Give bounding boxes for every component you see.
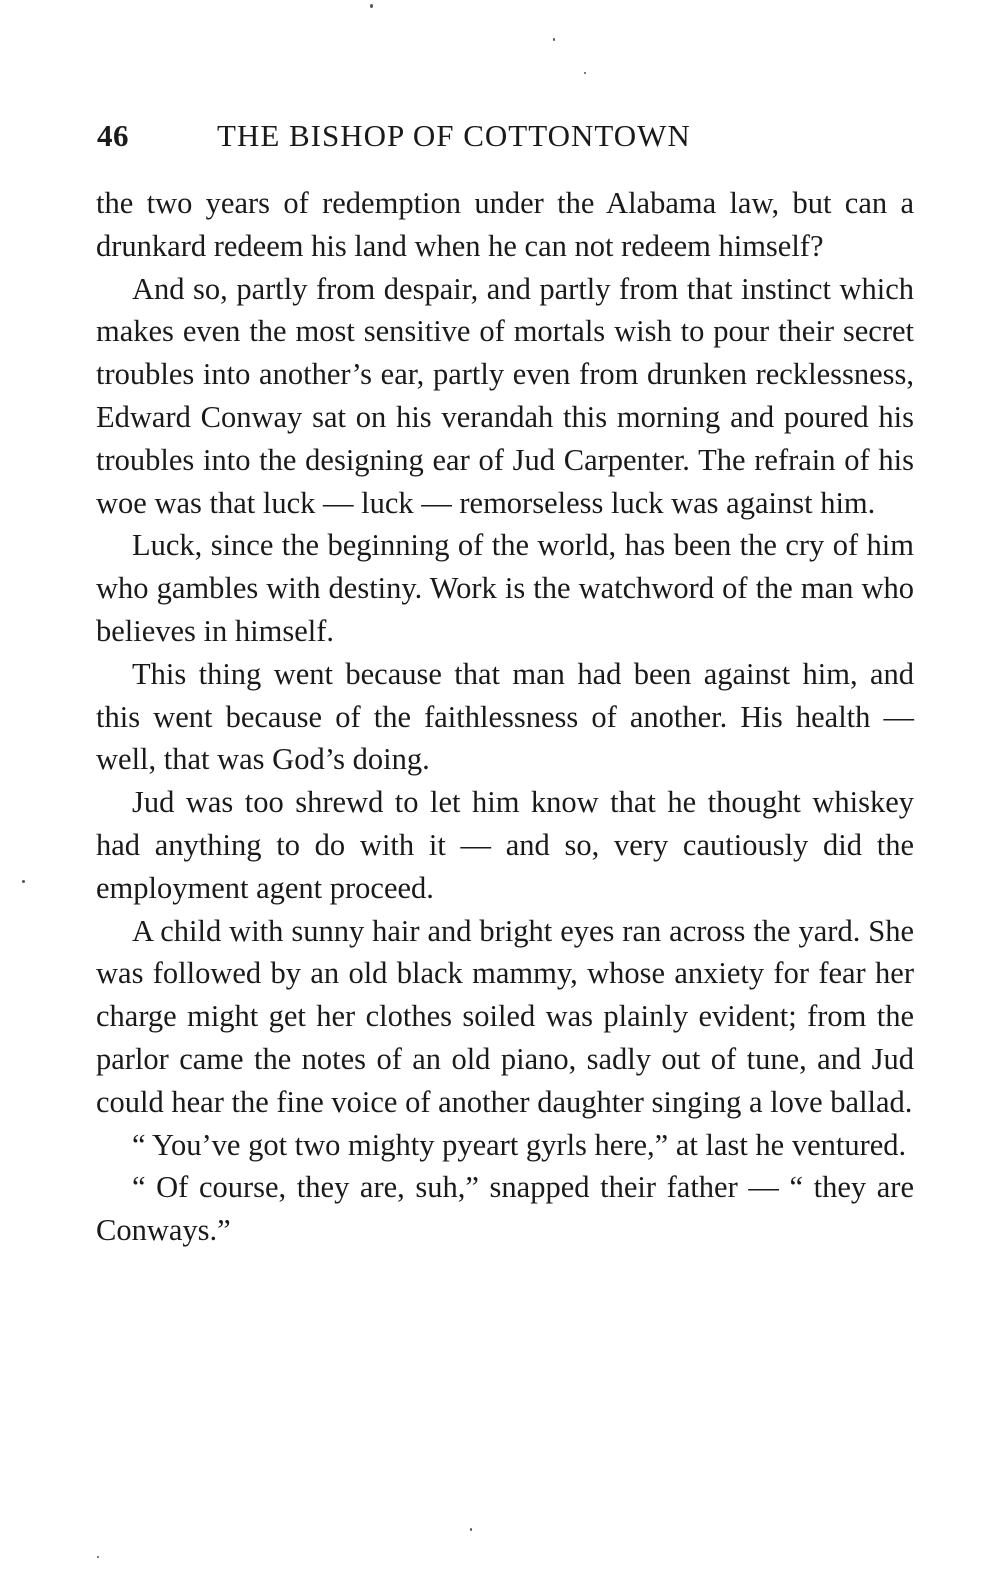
page-number: 46 (97, 118, 129, 153)
paragraph-4: This thing went because that man had been against him, and this went because of the faithlessness of another. His health — well, that was God’s doing. (96, 656, 914, 777)
paragraph-3: Luck, since the beginning of the world, has been the cry of him who gambles with destiny. Work is the watchword of the man who believes in himself. (96, 528, 914, 648)
paragraph-7: “ You’ve got two mighty pyeart gyrls here,” at last he ventured. (132, 1127, 907, 1162)
paragraph-2: And so, partly from despair, and partly from that instinct which makes even the most sensitive of mortals wish to pour their secret troubles into another’s ear, partly even from drunken recklessness, Edward Conway sat on his verandah this morning and poured his troubles into the designing ear of Jud Carpenter. The refrain of his woe was that luck — luck — remorseless luck was against him. (96, 271, 914, 520)
scan-speck (22, 880, 25, 883)
paragraph-1: the two years of redemption under the Alabama law, but can a drunkard redeem his land when he can not redeem himself? (96, 186, 914, 263)
paragraph-8: “ Of course, they are, suh,” snapped their father — “ they are Conways.” (96, 1170, 914, 1248)
scan-speck (370, 4, 373, 8)
running-header (97, 118, 917, 162)
paragraph-5: Jud was too shrewd to let him know that he thought whiskey had anything to do with it — and so, very cautiously did the employment agent proceed. (96, 785, 914, 905)
scan-speck (97, 1556, 99, 1558)
book-title: THE BISHOP OF COTTONTOWN (217, 118, 691, 153)
scan-speck (584, 72, 586, 74)
body-text (96, 182, 914, 1252)
scan-speck (553, 38, 555, 41)
scan-speck (470, 1528, 472, 1531)
paragraph-6: A child with sunny hair and bright eyes ran across the yard. She was followed by an old black mammy, whose anxiety for fear her charge might get her clothes soiled was plainly evident; from the parlor came the notes of an old piano, sadly out of tune, and Jud could hear the fine voice of another daughter singing a love ballad. (96, 913, 914, 1119)
